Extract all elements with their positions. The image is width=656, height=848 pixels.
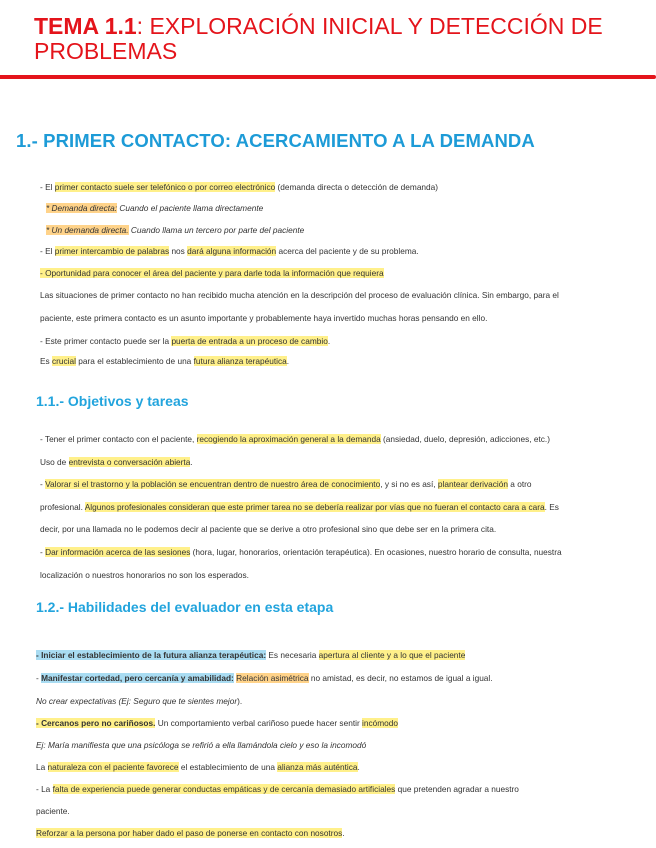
text-segment: . Es bbox=[544, 502, 559, 512]
text-segment: - bbox=[36, 673, 42, 683]
text-line bbox=[0, 225, 656, 236]
highlighted-text: alianza más auténtica bbox=[277, 762, 358, 772]
highlighted-text: - Iniciar el establecimiento de la futura alianza terapéutica: bbox=[36, 650, 267, 660]
text-line bbox=[0, 650, 656, 661]
text-segment: acerca del paciente y de su problema. bbox=[276, 246, 419, 256]
highlighted-text: recogiendo la aproximación general a la demanda bbox=[196, 434, 381, 444]
highlighted-text: entrevista o conversación abierta bbox=[68, 457, 191, 467]
text-segment: - Este primer contacto puede ser la bbox=[40, 336, 172, 346]
text-segment: - El bbox=[40, 246, 55, 256]
text-line bbox=[0, 718, 656, 729]
text-segment: . bbox=[286, 356, 290, 366]
tema-title: : EXPLORACIÓN INICIAL Y DETECCIÓN DE PROBLEMAS bbox=[34, 13, 603, 64]
highlighted-text: primer intercambio de palabras bbox=[54, 246, 170, 256]
text-line bbox=[0, 479, 656, 490]
text-line bbox=[0, 182, 656, 193]
text-segment: paciente, este primera contacto es un asunto importante y probablemente haya invertido muchas horas pensando en ello. bbox=[40, 313, 488, 323]
text-line bbox=[0, 434, 656, 445]
main-title bbox=[34, 14, 634, 64]
text-segment: - El bbox=[40, 182, 55, 192]
highlighted-text: Valorar si el trastorno y la población se encuentran dentro de nuestro área de conocimiento bbox=[45, 479, 381, 489]
text-segment: - Tener el primer contacto con el paciente, bbox=[40, 434, 197, 444]
highlighted-text: Manifestar cortedad, pero cercanía y amabilidad: bbox=[41, 673, 234, 683]
highlighted-text: - Cercanos pero no cariñosos. bbox=[36, 718, 156, 728]
text-segment: no amistad, es decir, no estamos de igual a igual. bbox=[308, 673, 493, 683]
text-segment: (ansiedad, duelo, depresión, adicciones, etc.) bbox=[380, 434, 550, 444]
section-1-1-heading: 1.1.- Objetivos y tareas bbox=[36, 393, 189, 409]
text-segment: decir, por una llamada no le podemos decir al paciente que se derive a otro profesional sino que debe ser en la primera cita. bbox=[40, 524, 497, 534]
text-line bbox=[0, 762, 656, 773]
highlighted-text: naturaleza con el paciente favorece bbox=[47, 762, 179, 772]
text-line bbox=[0, 246, 656, 257]
text-line bbox=[0, 313, 656, 324]
text-segment: La bbox=[36, 762, 48, 772]
text-line bbox=[0, 547, 656, 558]
text-segment: Las situaciones de primer contacto no han recibido mucha atención en la descripción del proceso de evaluación clínica. Sin embargo, para el bbox=[40, 290, 559, 300]
tema-number: TEMA 1.1 bbox=[34, 13, 137, 39]
text-segment: Un comportamiento verbal cariñoso puede hacer sentir bbox=[155, 718, 363, 728]
text-segment: para el establecimiento de una bbox=[75, 356, 194, 366]
highlighted-text: crucial bbox=[52, 356, 76, 366]
text-line bbox=[0, 740, 656, 751]
highlighted-text: Dar información acerca de las sesiones bbox=[45, 547, 191, 557]
highlighted-text: Relación asimétrica bbox=[236, 673, 309, 683]
text-segment: Es necesaria bbox=[266, 650, 319, 660]
text-line bbox=[0, 336, 656, 347]
text-segment: No crear expectativas (Ej: bbox=[36, 696, 131, 706]
text-line bbox=[0, 290, 656, 301]
text-segment: - bbox=[40, 479, 46, 489]
text-segment: que pretenden agradar a nuestro bbox=[395, 784, 519, 794]
text-segment: Seguro que te sientes mejor bbox=[131, 696, 238, 706]
text-segment: el establecimiento de una bbox=[178, 762, 278, 772]
text-segment: (demanda directa o detección de demanda) bbox=[275, 182, 439, 192]
text-segment: Es bbox=[40, 356, 52, 366]
text-line bbox=[0, 570, 656, 581]
text-line bbox=[0, 524, 656, 535]
text-segment: Cuando el paciente llama directamente bbox=[117, 203, 264, 213]
text-segment: nos bbox=[169, 246, 188, 256]
text-segment: . bbox=[190, 457, 193, 467]
text-line bbox=[0, 696, 656, 707]
text-segment: Ej: María manifiesta que una psicóloga se refirió a ella llamándola cielo y eso la incomodó bbox=[36, 740, 367, 750]
highlighted-text: incómodo bbox=[362, 718, 399, 728]
title-underline bbox=[0, 75, 656, 79]
text-segment: ). bbox=[237, 696, 243, 706]
highlighted-text: futura alianza terapéutica bbox=[193, 356, 287, 366]
text-line bbox=[0, 502, 656, 513]
highlighted-text: dará alguna información bbox=[187, 246, 277, 256]
text-segment: Cuando llama un tercero por parte del paciente bbox=[128, 225, 305, 235]
highlighted-text: Algunos profesionales consideran que este primer tarea no se debería realizar por vías que no fueran el contacto cara a cara bbox=[84, 502, 545, 512]
highlighted-text: * Un demanda directa. bbox=[46, 225, 129, 235]
text-segment: Uso de bbox=[40, 457, 69, 467]
text-line bbox=[0, 203, 656, 214]
text-segment: profesional. bbox=[40, 502, 85, 512]
highlighted-text: Reforzar a la persona por haber dado el paso de ponerse en contacto con nosotros bbox=[36, 828, 343, 838]
highlighted-text: * Demanda directa: bbox=[46, 203, 118, 213]
text-line bbox=[0, 828, 656, 839]
text-segment: - La bbox=[36, 784, 53, 794]
text-line bbox=[0, 784, 656, 795]
highlighted-text: apertura al cliente y a lo que el paciente bbox=[318, 650, 466, 660]
text-segment: (hora, lugar, honorarios, orientación terapéutica). En ocasiones, nuestro horario de consulta, nuestra bbox=[190, 547, 562, 557]
text-segment: . bbox=[357, 762, 360, 772]
text-segment: . bbox=[327, 336, 331, 346]
text-line bbox=[0, 457, 656, 468]
highlighted-text: falta de experiencia puede generar conductas empáticas y de cercanía demasiado artificiales bbox=[52, 784, 396, 794]
text-segment: - bbox=[40, 547, 46, 557]
highlighted-text: plantear derivación bbox=[437, 479, 508, 489]
text-segment: paciente. bbox=[36, 806, 70, 816]
text-segment: . bbox=[342, 828, 345, 838]
section-1-2-heading: 1.2.- Habilidades del evaluador en esta etapa bbox=[36, 599, 334, 615]
text-line bbox=[0, 356, 656, 367]
text-segment: a otro bbox=[508, 479, 532, 489]
text-line bbox=[0, 806, 656, 817]
text-segment: localización o nuestros honorarios no son los esperados. bbox=[40, 570, 249, 580]
highlighted-text: primer contacto suele ser telefónico o por correo electrónico bbox=[54, 182, 276, 192]
text-segment: , y si no es así, bbox=[380, 479, 438, 489]
text-line bbox=[0, 268, 656, 279]
highlighted-text: - Oportunidad para conocer el área del paciente y para darle toda la información que requiera bbox=[40, 268, 384, 278]
highlighted-text: puerta de entrada a un proceso de cambio bbox=[171, 336, 328, 346]
section-1-heading: 1.- PRIMER CONTACTO: ACERCAMIENTO A LA DEMANDA bbox=[16, 130, 535, 151]
text-line bbox=[0, 673, 656, 684]
